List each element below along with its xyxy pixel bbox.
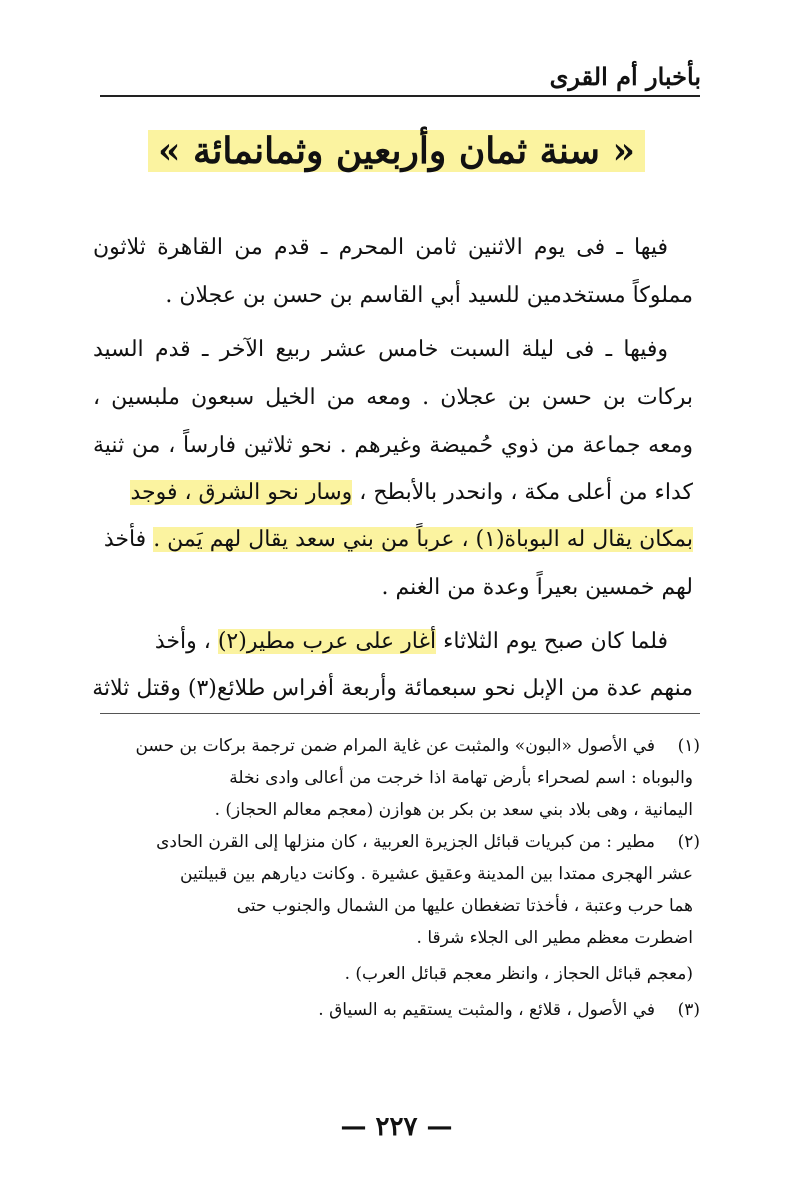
- highlighted-passage: بمكان يقال له البوباة(١) ، عرباً من بني سعد يقال لهم يَمن .: [153, 527, 693, 552]
- footnote-line: في الأصول ، قلائع ، والمثبت يستقيم به السياق .: [318, 1000, 655, 1020]
- footnote-line: (معجم قبائل الحجاز ، وانظر معجم قبائل العرب) .: [344, 964, 693, 984]
- body-line: لهم خمسين بعيراً وعدة من الغنم .: [381, 575, 693, 600]
- footnote-line: في الأصول «البون» والمثبت عن غاية المرام ضمن ترجمة بركات بن حسن: [135, 736, 655, 756]
- footnote-line: عشر الهجرى ممتدا بين المدينة وعقيق عشيرة . وكانت ديارهم بين قبيلتين: [180, 864, 693, 884]
- body-fragment: فأخذ: [103, 527, 147, 552]
- running-header-title: بأخبار أم القرى: [549, 62, 701, 91]
- body-line-mixed: [93, 520, 693, 560]
- footnote-line: اليمانية ، وهى بلاد بني سعد بن بكر بن هوازن (معجم معالم الحجاز) .: [214, 800, 693, 820]
- body-line: منهم عدة من الإبل نحو سبعمائة وأربعة أفراس طلائع(٣) وقتل ثلاثة: [92, 676, 693, 701]
- body-line-mixed: [93, 473, 693, 513]
- heading-open-quote: «: [612, 130, 635, 172]
- body-line: وفيها ـ فى ليلة السبت خامس عشر ربيع الآخر ـ قدم السيد: [93, 337, 668, 362]
- page-number: — ٢٢٧ —: [340, 1112, 453, 1142]
- footnote-line: اضطرت معظم مطير الى الجلاء شرقا .: [416, 928, 693, 948]
- footnote-number: (٣): [677, 1000, 700, 1020]
- body-line: ومعه جماعة من ذوي حُميضة وغيرهم . نحو ثلاثين فارساً ، من ثنية: [93, 433, 693, 458]
- body-line-mixed: [93, 622, 668, 662]
- footnote-line: هما حرب وعتبة ، فأخذتا تضغطان عليها من الشمال والجنوب حتى: [236, 896, 693, 916]
- footnote-number: (٢): [677, 832, 700, 852]
- heading-text: سنة ثمان وأربعين وثمانمائة: [193, 130, 600, 172]
- header-rule: [100, 95, 700, 97]
- footnote-line: والبوباه : اسم لصحراء بأرض تهامة اذا خرجت من أعالى وادى نخلة: [229, 768, 693, 788]
- heading-close-quote: »: [158, 130, 181, 172]
- highlighted-passage: أغار على عرب مطير(٢): [217, 629, 437, 654]
- highlighted-passage: وسار نحو الشرق ، فوجد: [130, 480, 353, 505]
- body-fragment: ، وأخذ: [154, 629, 211, 654]
- body-fragment: كداء من أعلى مكة ، وانحدر بالأبطح ،: [359, 480, 693, 505]
- body-fragment: فلما كان صبح يوم الثلاثاء: [443, 629, 668, 654]
- year-heading: [0, 130, 793, 172]
- footnote-separator: [100, 713, 700, 714]
- footnote-line: مطير : من كبريات قبائل الجزيرة العربية ، كان منزلها إلى القرن الحادى: [156, 832, 655, 852]
- body-line: مملوكاً مستخدمين للسيد أبي القاسم بن حسن بن عجلان .: [165, 283, 693, 308]
- year-heading-highlight: [148, 130, 645, 172]
- footnote-number: (١): [677, 736, 700, 756]
- body-line: فيها ـ فى يوم الاثنين ثامن المحرم ـ قدم من القاهرة ثلاثون: [93, 235, 668, 260]
- body-line: بركات بن حسن بن عجلان . ومعه من الخيل سبعون ملبسين ،: [93, 385, 693, 410]
